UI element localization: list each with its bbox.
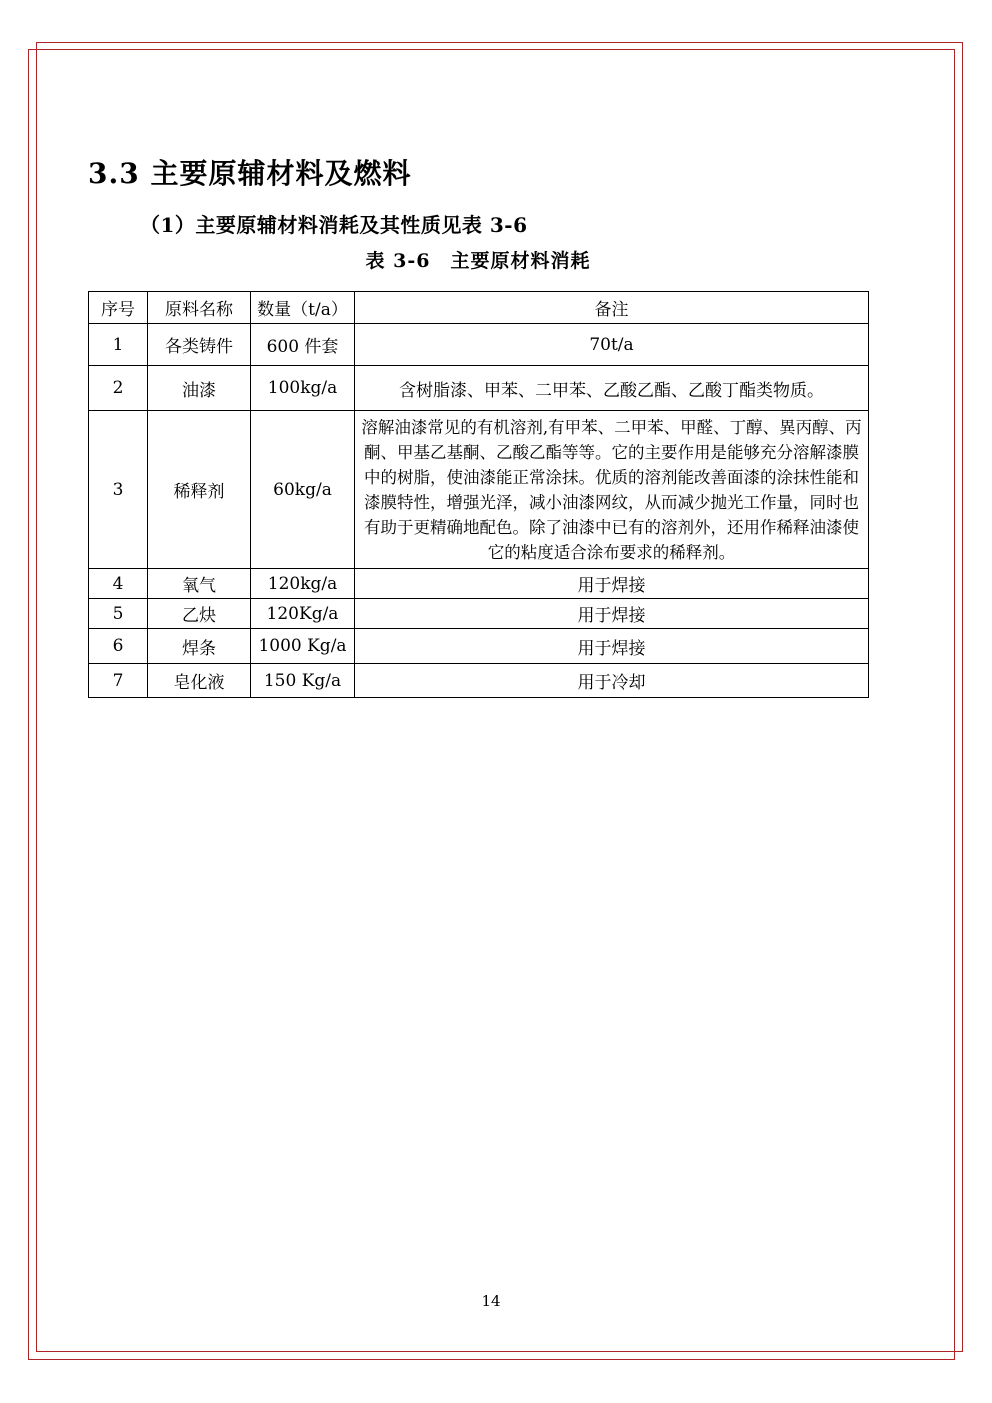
cell-remark: 含树脂漆、甲苯、二甲苯、乙酸乙酯、乙酸丁酯类物质。: [355, 366, 869, 411]
table-row: [89, 599, 869, 629]
cell-index: 3: [89, 411, 148, 569]
cell-material-name: 氧气: [148, 569, 251, 599]
section-heading: 3.3 主要原辅材料及燃料: [88, 157, 412, 190]
col-header-quantity: 数量（t/a）: [251, 292, 355, 324]
table-header-row: [89, 292, 869, 324]
cell-index: 4: [89, 569, 148, 599]
table-row: [89, 411, 869, 569]
table-row: [89, 629, 869, 664]
cell-quantity: 1000 Kg/a: [251, 629, 355, 664]
col-header-index: 序号: [89, 292, 148, 324]
cell-quantity: 120kg/a: [251, 569, 355, 599]
cell-index: 6: [89, 629, 148, 664]
cell-remark: 用于焊接: [355, 629, 869, 664]
cell-material-name: 稀释剂: [148, 411, 251, 569]
cell-material-name: 焊条: [148, 629, 251, 664]
cell-quantity: 120Kg/a: [251, 599, 355, 629]
cell-material-name: 皂化液: [148, 664, 251, 698]
subsection-heading: （1）主要原辅材料消耗及其性质见表 3-6: [140, 213, 528, 237]
materials-consumption-table: [88, 291, 869, 698]
table-row: [89, 324, 869, 366]
cell-remark: 70t/a: [355, 324, 869, 366]
cell-quantity: 100kg/a: [251, 366, 355, 411]
cell-quantity: 600 件套: [251, 324, 355, 366]
cell-remark: 用于冷却: [355, 664, 869, 698]
page-number: 14: [481, 1292, 501, 1310]
cell-remark: 用于焊接: [355, 569, 869, 599]
cell-quantity: 150 Kg/a: [251, 664, 355, 698]
cell-material-name: 乙炔: [148, 599, 251, 629]
cell-material-name: 油漆: [148, 366, 251, 411]
col-header-material-name: 原料名称: [148, 292, 251, 324]
cell-remark: 用于焊接: [355, 599, 869, 629]
cell-index: 1: [89, 324, 148, 366]
cell-index: 2: [89, 366, 148, 411]
cell-index: 5: [89, 599, 148, 629]
table-row: [89, 366, 869, 411]
table-row: [89, 569, 869, 599]
table-row: [89, 664, 869, 698]
cell-material-name: 各类铸件: [148, 324, 251, 366]
cell-quantity: 60kg/a: [251, 411, 355, 569]
cell-remark: 溶解油漆常见的有机溶剂,有甲苯、二甲苯、甲醛、丁醇、異丙醇、丙酮、甲基乙基酮、乙酸乙酯等等。它的主要作用是能够充分溶解漆膜中的树脂，使油漆能正常涂抹。优质的溶剂能改善面漆的涂抹性能和漆膜特性，增强光泽，减小油漆网纹，从而减少抛光工作量，同时也有助于更精确地配色。除了油漆中已有的溶剂外，还用作稀释油漆使它的粘度适合涂布要求的稀释剂。: [355, 411, 869, 569]
table-title: 表 3-6 主要原材料消耗: [365, 250, 591, 272]
cell-index: 7: [89, 664, 148, 698]
col-header-remark: 备注: [355, 292, 869, 324]
